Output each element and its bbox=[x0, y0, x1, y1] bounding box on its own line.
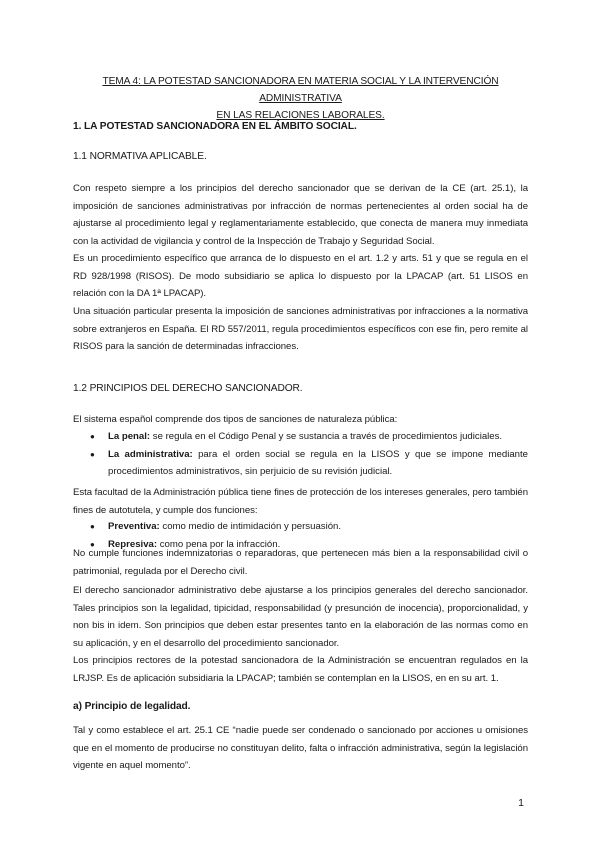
paragraph-principios-rectores: Los principios rectores de la potestad sancionadora de la Administración se encuentran regulados en la LRJSP. Es de aplicación subsidiaria la LPACAP; también se contemplan en la LISOS, en en su art. 1. bbox=[73, 655, 528, 684]
title-line-2: EN LAS RELACIONES LABORALES. bbox=[216, 110, 385, 121]
list-item bbox=[73, 428, 528, 446]
paragraph-normativa: Con respeto siempre a los principios del derecho sancionador que se derivan de la CE (art. 25.1), la imposición de sanciones administrativas por infracción de normas pertenecientes al orden social ha de ajustarse al procedimiento legal y reglamentariamente establecido, que conecta de manera muy inmediata con la actividad de vigilancia y control de la Inspección de Trabajo y Seguridad Social. bbox=[73, 183, 528, 247]
list-tipos-sanciones bbox=[73, 428, 528, 481]
bullet-icon: ● bbox=[90, 539, 95, 549]
list-item bbox=[73, 518, 528, 536]
paragraph-legalidad: Tal y como establece el art. 25.1 CE “nadie puede ser condenado o sancionado por acciones u omisiones que en el momento de producirse no constituyan delito, falta o infracción administrativa, según la legislación vigente en aquel momento”. bbox=[73, 725, 528, 772]
list-item-term: Represiva: bbox=[108, 538, 158, 550]
page-number: 1 bbox=[518, 797, 524, 809]
paragraph-extranjeros: Una situación particular presenta la imposición de sanciones administrativas por infracciones a la normativa sobre extranjeros en España. El RD 557/2011, regula procedimientos específicos con ese fin, pero remite al RISOS para la sanción de determinadas infracciones. bbox=[73, 306, 528, 353]
paragraph-funciones-indemnizatorias: No cumple funciones indemnizatorias o reparadoras, que pertenecen más bien a la responsabilidad civil o patrimonial, regulada por el Derecho civil. bbox=[73, 548, 528, 577]
paragraph-principios-generales: El derecho sancionador administrativo debe ajustarse a los principios generales del derecho sancionador. Tales principios son la legalidad, tipicidad, responsabilidad (y presunción de inocencia), proporcionalidad, y non bis in idem. Son principios que deben estar presentes tanto en la elaboración de las normas como en su aplicación, y en el desarrollo del procedimiento sancionador. bbox=[73, 585, 528, 649]
bullet-icon: ● bbox=[90, 449, 95, 459]
list-item-text: como pena por la infracción. bbox=[157, 538, 281, 550]
list-item-text: como medio de intimidación y persuasión. bbox=[159, 521, 342, 532]
heading-section-1: 1. LA POTESTAD SANCIONADORA EN EL ÁMBITO SOCIAL. bbox=[73, 121, 357, 132]
list-item-term: Preventiva: bbox=[108, 521, 160, 532]
paragraph-fines: Esta facultad de la Administración pública tiene fines de protección de los intereses generales, pero también fines de autotutela, y cumple dos funciones: bbox=[73, 487, 528, 516]
page-title bbox=[73, 73, 528, 124]
list-item bbox=[73, 446, 528, 481]
list-item-text: para el orden social se regula en la LISOS y que se impone mediante procedimientos administrativos, sin perjuicio de su revisión judicial. bbox=[108, 448, 528, 478]
heading-section-1-2: 1.2 PRINCIPIOS DEL DERECHO SANCIONADOR. bbox=[73, 383, 303, 394]
paragraph-tipos-sanciones: El sistema español comprende dos tipos de sanciones de naturaleza pública: bbox=[73, 414, 398, 425]
paragraph-procedimiento: Es un procedimiento específico que arranca de lo dispuesto en el art. 1.2 y arts. 51 y que se regula en el RD 928/1998 (RISOS). De modo subsidiario se aplica lo dispuesto por la LPACAP (art. 51 LISOS en relación con la DA 1ª LPACAP). bbox=[73, 253, 528, 300]
list-item-term: La penal: bbox=[108, 431, 151, 442]
document-page bbox=[73, 0, 528, 848]
list-item-term: La administrativa: bbox=[108, 448, 193, 460]
bullet-icon: ● bbox=[90, 522, 95, 531]
bullet-icon: ● bbox=[90, 432, 95, 441]
title-line-1: TEMA 4: LA POTESTAD SANCIONADORA EN MATERIA SOCIAL Y LA INTERVENCIÓN ADMINISTRATIVA bbox=[102, 76, 499, 104]
heading-section-1-1: 1.1 NORMATIVA APLICABLE. bbox=[73, 151, 207, 162]
heading-principio-legalidad: a) Principio de legalidad. bbox=[73, 701, 191, 712]
list-item-text: se regula en el Código Penal y se sustancia a través de procedimientos judiciales. bbox=[150, 431, 503, 442]
